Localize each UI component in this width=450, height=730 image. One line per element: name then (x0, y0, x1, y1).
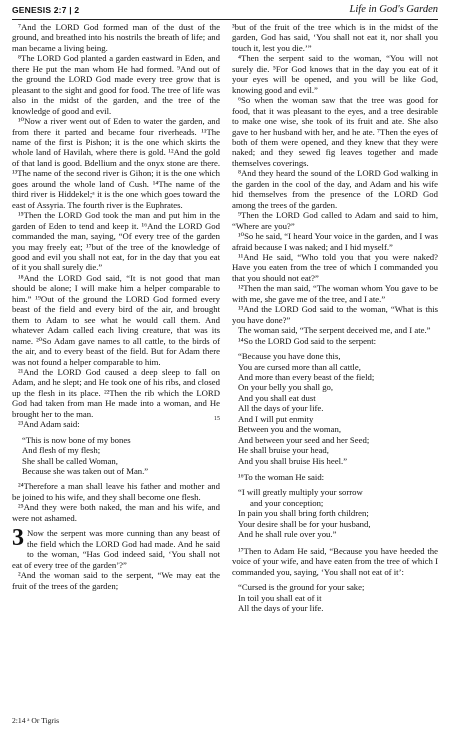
book-chapter-reference: GENESIS 2:7 | 2 (12, 5, 80, 15)
poem-line: You are cursed more than all cattle, (238, 361, 361, 372)
poem-block (22, 435, 220, 477)
verse-paragraph: ¹⁰Now a river went out of Eden to water the garden, and from there it parted and became four riverheads. ¹¹The name of the first is Pishon; it is the one which skirts the whole land of Havilah, where there is gold. ¹²And the gold of that land is good. Bdellium and the onyx stone are there. ¹³The name of the second river is Gihon; it is the one which goes around the whole land of Cush. ¹⁴The name of the third river is Hiddekel;ᵃ it is the one which goes toward the east of Assyria. The fourth river is the Euphrates. (12, 116, 220, 210)
chapter-number: 3 (12, 525, 24, 552)
verse-paragraph: ²³And Adam said: (18, 419, 80, 430)
poem-block (238, 582, 438, 613)
verse-paragraph: ²⁵And they were both naked, the man and his wife, and were not ashamed. (12, 502, 220, 523)
poem-line: He shall bruise your head, (238, 445, 329, 456)
verse-paragraph: ¹⁶To the woman He said: (238, 472, 325, 483)
poem-line: “Because you have done this, (238, 351, 341, 362)
poem-line: Because she was taken out of Man.” (22, 466, 149, 477)
verse-paragraph: The woman said, “The serpent deceived me, and I ate.” (238, 325, 431, 336)
poem-line-text: And I will put enmity (238, 413, 314, 424)
poem-line: In toil you shall eat of it (238, 592, 322, 603)
running-header (12, 5, 438, 20)
poem-line: Between you and the woman, (238, 424, 342, 435)
poem-line: 15 And I will put enmity (214, 413, 314, 424)
poem-block (238, 487, 438, 539)
poem-line: All the days of your life. (238, 603, 324, 614)
verse-paragraph: ⁹Then the LORD God called to Adam and said to him, “Where are you?” (232, 210, 438, 231)
verse-paragraph: ¹⁷Then to Adam He said, “Because you have heeded the voice of your wife, and have eaten from the tree of which I commanded you, saying, ‘You shall not eat of it’: (232, 545, 438, 577)
poem-line: She shall be called Woman, (22, 455, 118, 466)
poem-line: In pain you shall bring forth children; (238, 508, 369, 519)
verse-paragraph: ¹⁸And the LORD God said, “It is not good that man should be alone; I will make him a helper comparable to him.” ¹⁹Out of the ground the LORD God formed every beast of the field and every bird of the air, and brought them to Adam to see what he would call them. And whatever Adam called each living creature, that was its name. ²⁰So Adam gave names to all cattle, to the birds of the air, and to every beast of the field. But for Adam there was not found a helper comparable to him. (12, 272, 220, 367)
verse-paragraph: ⁶So when the woman saw that the tree was good for food, that it was pleasant to the eyes, and a tree desirable to make one wise, she took of its fruit and ate. She also gave to her husband with her, and he ate. ⁷Then the eyes of both of them were opened, and they knew that they were naked; and they sewed fig leaves together and made themselves coverings. (232, 95, 438, 168)
verse-paragraph: ¹⁴So the LORD God said to the serpent: (238, 335, 377, 346)
verse-text: Now the serpent was more cunning than any beast of the field which the LORD God had made. And he said to the woman, “Has God indeed said, ‘You shall not eat of every tree of the garden’?” (12, 528, 220, 570)
poem-line: And he shall rule over you.” (238, 529, 337, 540)
verse-paragraph: ¹⁵Then the LORD God took the man and put him in the garden of Eden to tend and keep it. ¹⁶And the LORD God commanded the man, saying, “Of every tree of the garden you may freely eat; ¹⁷but of the tree of the knowledge of good and evil you shall not eat, for in the day that you eat of it you shall surely die.” (12, 210, 220, 273)
poem-line: and your conception; (250, 497, 324, 508)
verse-paragraph: ⁷And the LORD God formed man of the dust of the ground, and breathed into his nostrils the breath of life; and man became a living being. (12, 22, 220, 53)
poem-line: And more than every beast of the field; (238, 371, 375, 382)
section-title: Life in God's Garden (349, 4, 438, 15)
poem-line: Your desire shall be for your husband, (238, 518, 371, 529)
verse-paragraph: ⁸And they heard the sound of the LORD God walking in the garden in the cool of the day, and Adam and his wife hid themselves from the presence of the LORD God among the trees of the garden. (232, 168, 438, 210)
poem-line: “Cursed is the ground for your sake; (238, 582, 365, 593)
chapter-opening-paragraph (12, 525, 220, 570)
left-column (12, 22, 220, 591)
poem-line: And you shall eat dust (238, 392, 316, 403)
poem-line: “This is now bone of my bones (22, 434, 131, 445)
verse-paragraph: ³but of the fruit of the tree which is in the midst of the garden, God has said, ‘You shall not eat it, nor shall you touch it, lest you die.’” (232, 22, 438, 53)
verse-paragraph: ¹⁰So he said, “I heard Your voice in the garden, and I was afraid because I was naked; and I hid myself.” (232, 231, 438, 252)
verse-paragraph: ¹¹And He said, “Who told you that you were naked? Have you eaten from the tree of which I commanded you that you should not eat?” (232, 251, 438, 283)
verse-paragraph: ¹²Then the man said, “The woman whom You gave to be with me, she gave me of the tree, and I ate.” (232, 283, 438, 304)
poem-line: And you shall bruise His heel.” (238, 455, 348, 466)
poem-line: All the days of your life. (238, 403, 324, 414)
right-column (214, 22, 438, 619)
verse-paragraph: ²And the woman said to the serpent, “We may eat the fruit of the trees of the garden; (12, 570, 220, 591)
poem-line: On your belly you shall go, (238, 382, 334, 393)
verse-paragraph: ²⁴Therefore a man shall leave his father and mother and be joined to his wife, and they shall become one flesh. (12, 481, 220, 502)
verse-paragraph: ¹³And the LORD God said to the woman, “What is this you have done?” (232, 304, 438, 325)
poem-line: And flesh of my flesh; (22, 445, 101, 456)
footnote: 2:14 ᵃ Or Tigris (12, 716, 60, 725)
verse-paragraph: ⁸The LORD God planted a garden eastward in Eden, and there He put the man whom He had formed. ⁹And out of the ground the LORD God made every tree grow that is pleasant to the sight and good for food. The tree of life was also in the midst of the garden, and the tree of the knowledge of good and evil. (12, 53, 220, 116)
poem-block (214, 351, 438, 466)
poem-line: “I will greatly multiply your sorrow (238, 487, 363, 498)
verse-paragraph: ⁴Then the serpent said to the woman, “You will not surely die. ⁵For God knows that in the day you eat of it your eyes will be opened, and you will be like God, knowing good and evil.” (232, 53, 438, 95)
verse-paragraph: ²¹And the LORD God caused a deep sleep to fall on Adam, and he slept; and He took one of his ribs, and closed up the flesh in its place. ²²Then the rib which the LORD God had taken from man He made into a woman, and He brought her to the man. (12, 366, 220, 419)
poem-line: And between your seed and her Seed; (238, 434, 370, 445)
